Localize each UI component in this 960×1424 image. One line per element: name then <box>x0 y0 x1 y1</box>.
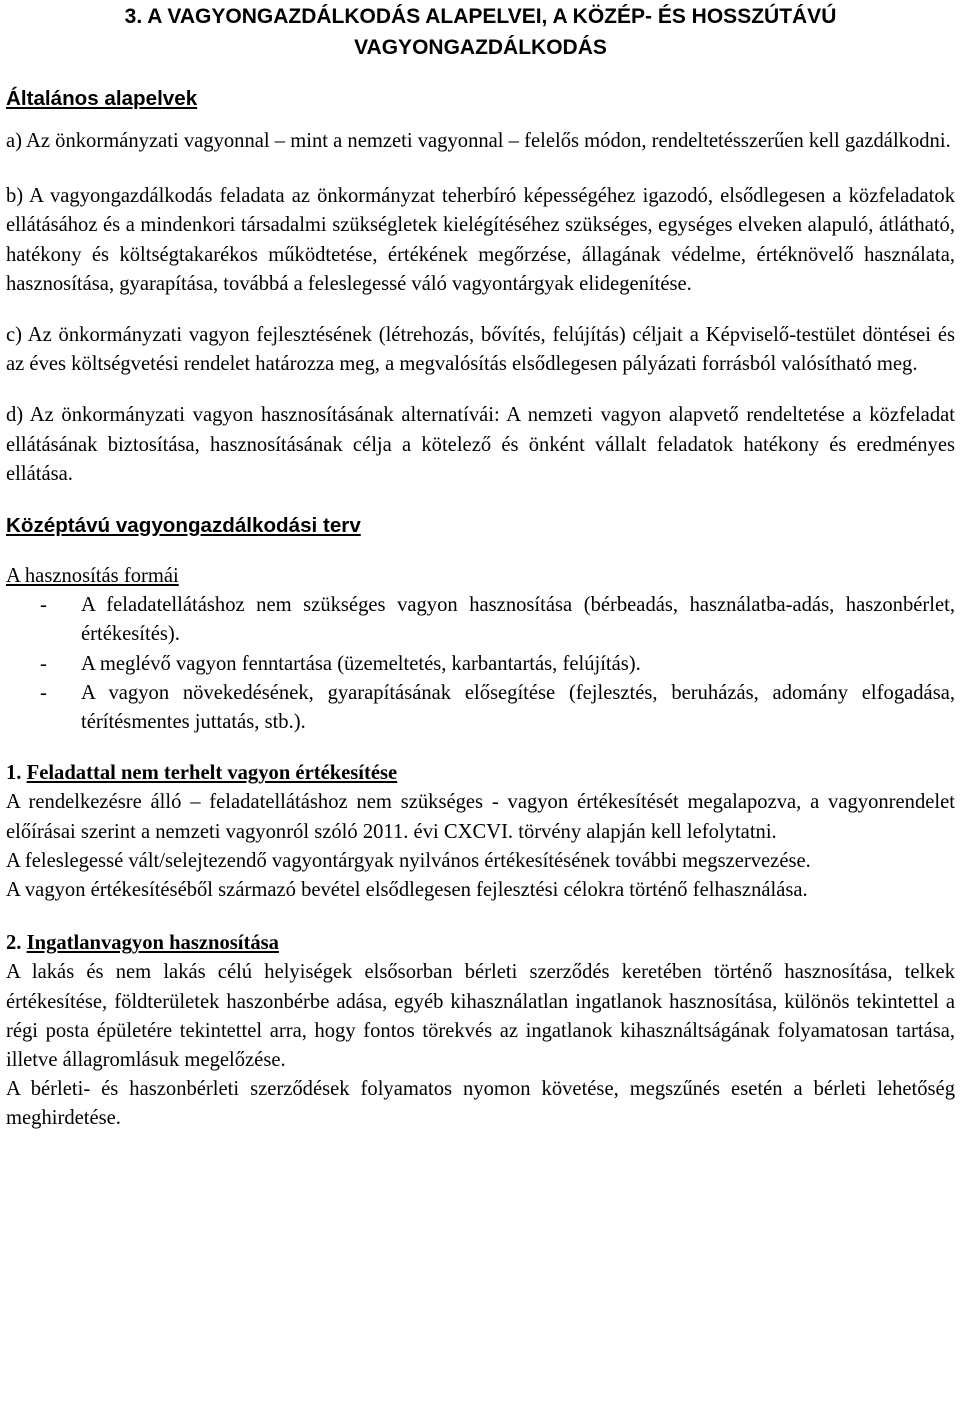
section-heading-general-principles: Általános alapelvek <box>6 87 198 110</box>
page-title: 3. A VAGYONGAZDÁLKODÁS ALAPELVEI, A KÖZÉP- ÉS HOSSZÚTÁVÚ VAGYONGAZDÁLKODÁS <box>124 5 837 59</box>
spacer <box>6 489 955 511</box>
spacer <box>6 299 955 321</box>
section-2-heading <box>6 929 955 958</box>
forms-heading: A hasznosítás formái <box>6 565 179 588</box>
list-item <box>6 591 955 649</box>
principle-d: d) Az önkormányzati vagyon hasznosításának alternatívái: A nemzeti vagyon alapvető rendeltetése a közfeladat ellátásának biztosítása, hasznosításának célja a kötelező és önként vállalt feladatok hatékony és eredményes ellátása. <box>6 404 955 485</box>
list-dash: - <box>40 652 47 675</box>
spacer <box>6 379 955 401</box>
section-1-paragraph: A vagyon értékesítéséből származó bevétel elsődlegesen fejlesztési célokra történő felhasználása. <box>6 879 808 902</box>
section-1-number: 1. <box>6 762 22 785</box>
list-item-text: A feladatellátáshoz nem szükséges vagyon hasznosítása (bérbeadás, használatba-adás, haszonbérlet, értékesítés). <box>81 594 955 646</box>
forms-list <box>6 591 955 737</box>
section-heading-medium-term: Középtávú vagyongazdálkodási terv <box>6 514 361 538</box>
section-2-title: Ingatlanvagyon hasznosítása <box>26 932 279 955</box>
list-item-text: A vagyon növekedésének, gyarapításának elősegítése (fejlesztés, beruházás, adomány elfogadása, térítésmentes juttatás, stb.). <box>81 681 955 734</box>
principle-b: b) A vagyongazdálkodás feladata az önkormányzat teherbíró képességéhez igazodó, elsődlegesen a közfeladatok ellátásához és a mindenkori társadalmi szükségletek kielégítéséhez szükséges, egységes elveken alapuló, átlátható, hatékony és költségtakarékos működtetése, értékének megőrzése, állagának védelme, értéknövelő használata, hasznosítása, gyarapítása, továbbá a feleslegessé váló vagyontárgyak elidegenítése. <box>6 185 955 295</box>
spacer <box>6 737 955 759</box>
list-dash: - <box>40 594 47 617</box>
list-item <box>6 679 955 737</box>
spacer <box>6 905 955 929</box>
principle-c: c) Az önkormányzati vagyon fejlesztésének (létrehozás, bővítés, felújítás) céljait a Képviselő-testület döntései és az éves költségvetési rendelet határozza meg, a megvalósítás elsődlegesen pályázati forrásból valósítható meg. <box>6 324 955 376</box>
section-1-paragraph: A rendelkezésre álló – feladatellátáshoz nem szükséges - vagyon értékesítését megalapozva, a vagyonrendelet előírásai szerint a nemzeti vagyonról szóló 2011. évi CXCVI. törvény alapján kell lefolytatni. <box>6 791 955 843</box>
spacer <box>6 156 955 182</box>
section-2-paragraph: A lakás és nem lakás célú helyiségek elsősorban bérleti szerződés keretében történő hasznosítása, telkek értékesítése, földterületek haszonbérbe adása, egyéb kihasználatlan ingatlanok hasznosítása, különös tekintettel a régi posta épületére tekintettel arra, hogy fontos törekvés az ingatlanok kihasználtságának folyamatosan tartása, illetve állagromlásuk megelőzése. <box>6 961 955 1072</box>
spacer <box>6 540 955 562</box>
spacer <box>6 63 955 84</box>
list-item-text: A meglévő vagyon fenntartása (üzemeltetés, karbantartás, felújítás). <box>81 652 641 675</box>
list-dash: - <box>40 681 47 704</box>
section-1-title: Feladattal nem terhelt vagyon értékesítése <box>26 762 398 785</box>
section-2-paragraph: A bérleti- és haszonbérleti szerződések folyamatos nyomon követése, megszűnés esetén a bérleti lehetőség meghirdetése. <box>6 1078 955 1130</box>
section-2-number: 2. <box>6 932 22 955</box>
spacer <box>6 113 955 127</box>
section-1-paragraph: A feleslegessé vált/selejtezendő vagyontárgyak nyilvános értékesítésének további megszervezése. <box>6 849 811 872</box>
list-item <box>6 650 955 679</box>
section-1-heading <box>6 759 955 788</box>
principle-a: a) Az önkormányzati vagyonnal – mint a nemzeti vagyonnal – felelős módon, rendeltetésszerűen kell gazdálkodni. <box>6 130 951 152</box>
